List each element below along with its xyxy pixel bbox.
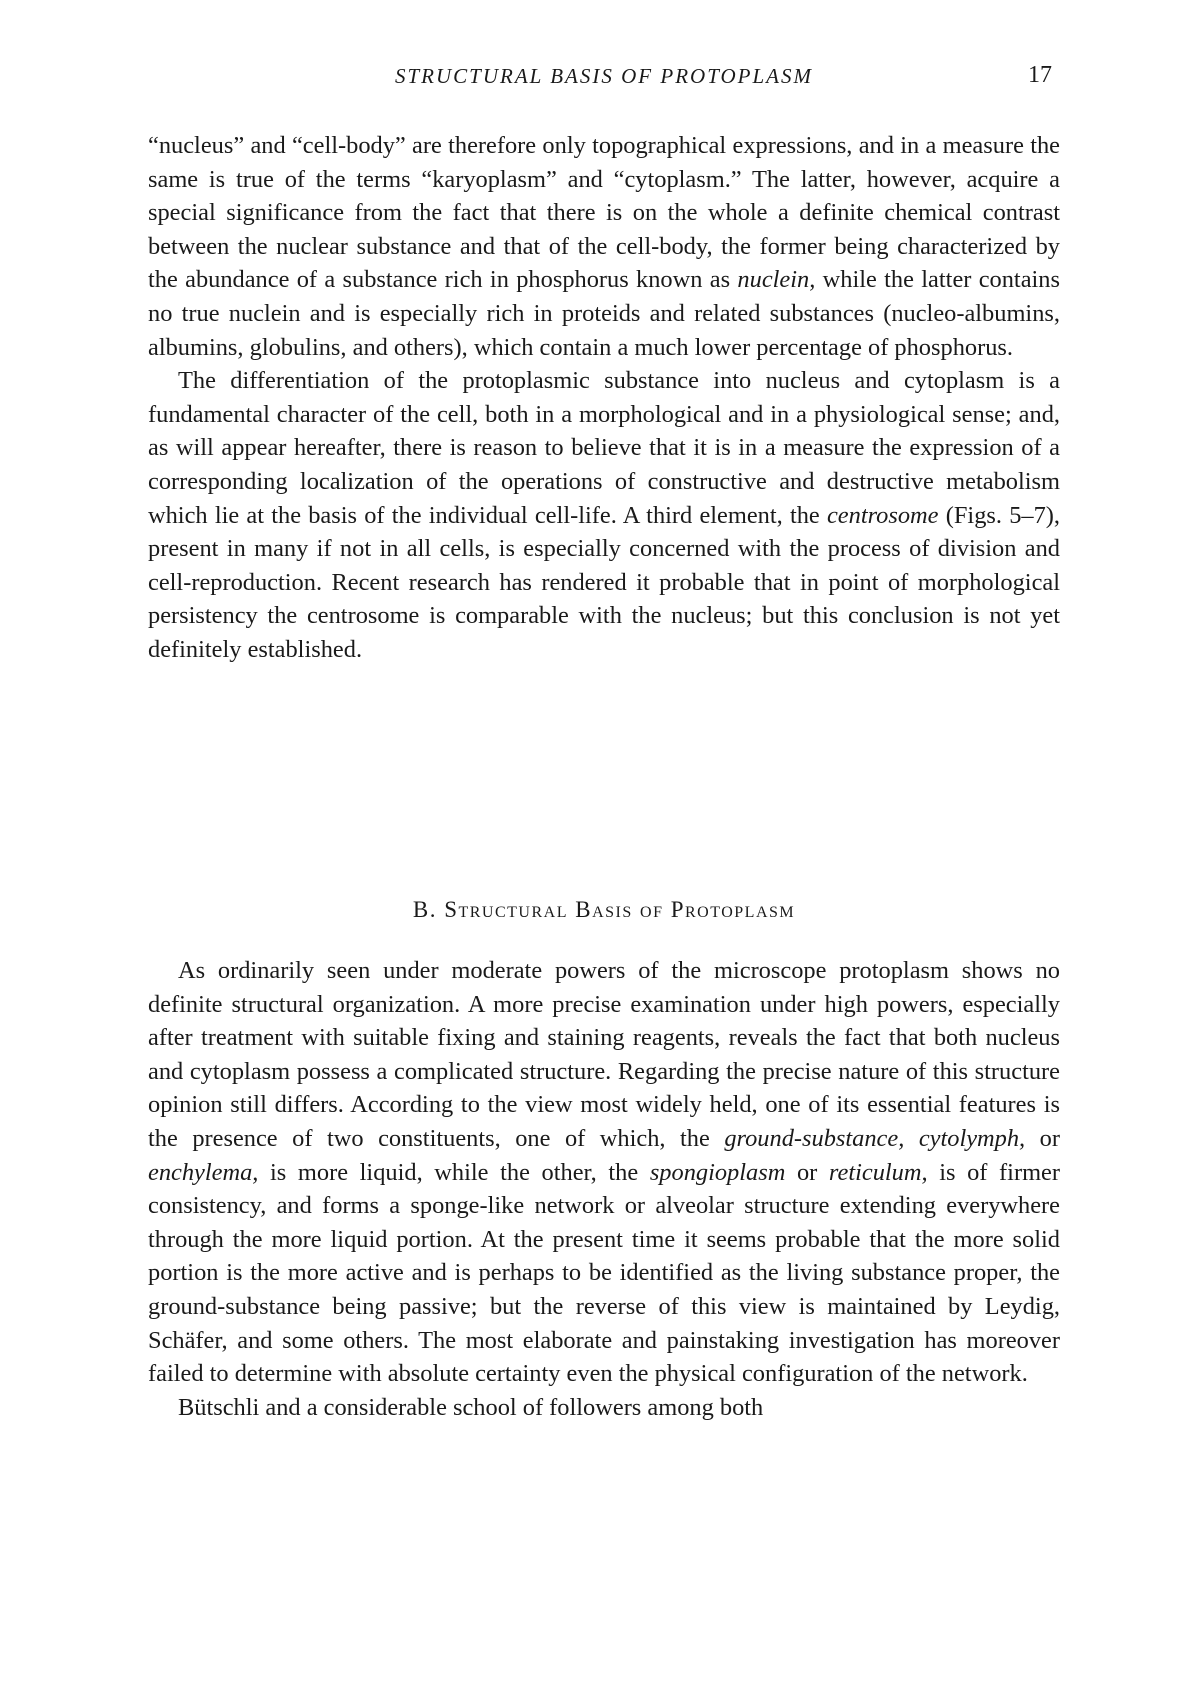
- italic-term-centrosome: centrosome: [826, 501, 939, 529]
- paragraph-differentiation: [148, 364, 1060, 666]
- text-run: The differentiation of the protoplasmic substance into nucleus and cytoplasm is a fundamental character of the cell, both in a morphological and in a physiological sense; and, as will appear hereafter, there is reason to believe that it is in a measure the expression of a corresponding localization of the operations of constructive and destructive metabolism which lie at the basis of the individual cell-life. A third element, the: [148, 367, 1060, 529]
- paragraph-structure: [148, 954, 1060, 1391]
- italic-term-reticulum: reticulum,: [828, 1158, 928, 1186]
- text-run: or: [1025, 1124, 1060, 1152]
- text-run: “nucleus” and “cell-body” are therefore only topographical expressions, and in a measure the same is true of the terms “karyoplasm” and “cytoplasm.” The latter, however, acquire a special significance from the fact that there is on the whole a definite chemical contrast between the nuclear substance and that of the cell-body, the former being characterized by the abundance of a substance rich in phosphorus known as: [148, 132, 1060, 294]
- text-run: while the latter contains no true nuclein and is especially rich in proteids and related substances (nucleo-albumins, albumins, globulins, and others), which contain a much lower percentage of phosphorus.: [148, 266, 1060, 361]
- italic-term-spongioplasm: spongioplasm: [649, 1158, 786, 1186]
- text-run: As ordinarily seen under moderate powers of the microscope protoplasm shows no definite structural organization. A more precise examination under high powers, especially after treatment with suitable fixing and staining reagents, reveals the fact that both nucleus and cytoplasm possess a complicated structure. Regarding the precise nature of this structure opinion still differs. According to the view most widely held, one of its essential features is the presence of two constituents, one of which, the: [148, 957, 1060, 1152]
- section-heading: B. Structural Basis of Protoplasm: [412, 897, 796, 922]
- page-number: 17: [1028, 62, 1052, 88]
- text-run: is more liquid, while the other, the: [258, 1158, 650, 1186]
- text-run: or: [785, 1158, 829, 1186]
- paragraph-butschli: [148, 1391, 1060, 1425]
- italic-term-ground-substance: ground-substance, cytolymph,: [724, 1124, 1026, 1152]
- paragraph-continuation: [148, 129, 1060, 364]
- text-block-upper: [148, 129, 1060, 667]
- running-header: [148, 64, 1060, 98]
- text-run: Bütschli and a considerable school of followers among both: [178, 1393, 764, 1421]
- text-run: (Figs. 5–7), present in many if not in all cells, is especially concerned with the process of division and cell-reproduction. Recent research has rendered it probable that in point of morphological persistency the centrosome is comparable with the nucleus; but this conclusion is not yet definitely established.: [148, 501, 1060, 663]
- italic-term-nuclein: nuclein,: [737, 266, 816, 294]
- italic-term-enchylema: enchylema,: [148, 1158, 259, 1186]
- running-title: STRUCTURAL BASIS OF PROTOPLASM: [395, 64, 813, 88]
- text-block-lower: [148, 954, 1060, 1424]
- text-run: is of firmer consistency, and forms a sponge-like network or alveolar structure extending everywhere through the more liquid portion. At the present time it seems probable that the more solid portion is the more active and is perhaps to be identified as the living substance proper, the ground-substance being passive; but the reverse of this view is maintained by Leydig, Schäfer, and some others. The most elaborate and painstaking investigation has moreover failed to determine with absolute certainty even the physical configuration of the network.: [148, 1158, 1060, 1388]
